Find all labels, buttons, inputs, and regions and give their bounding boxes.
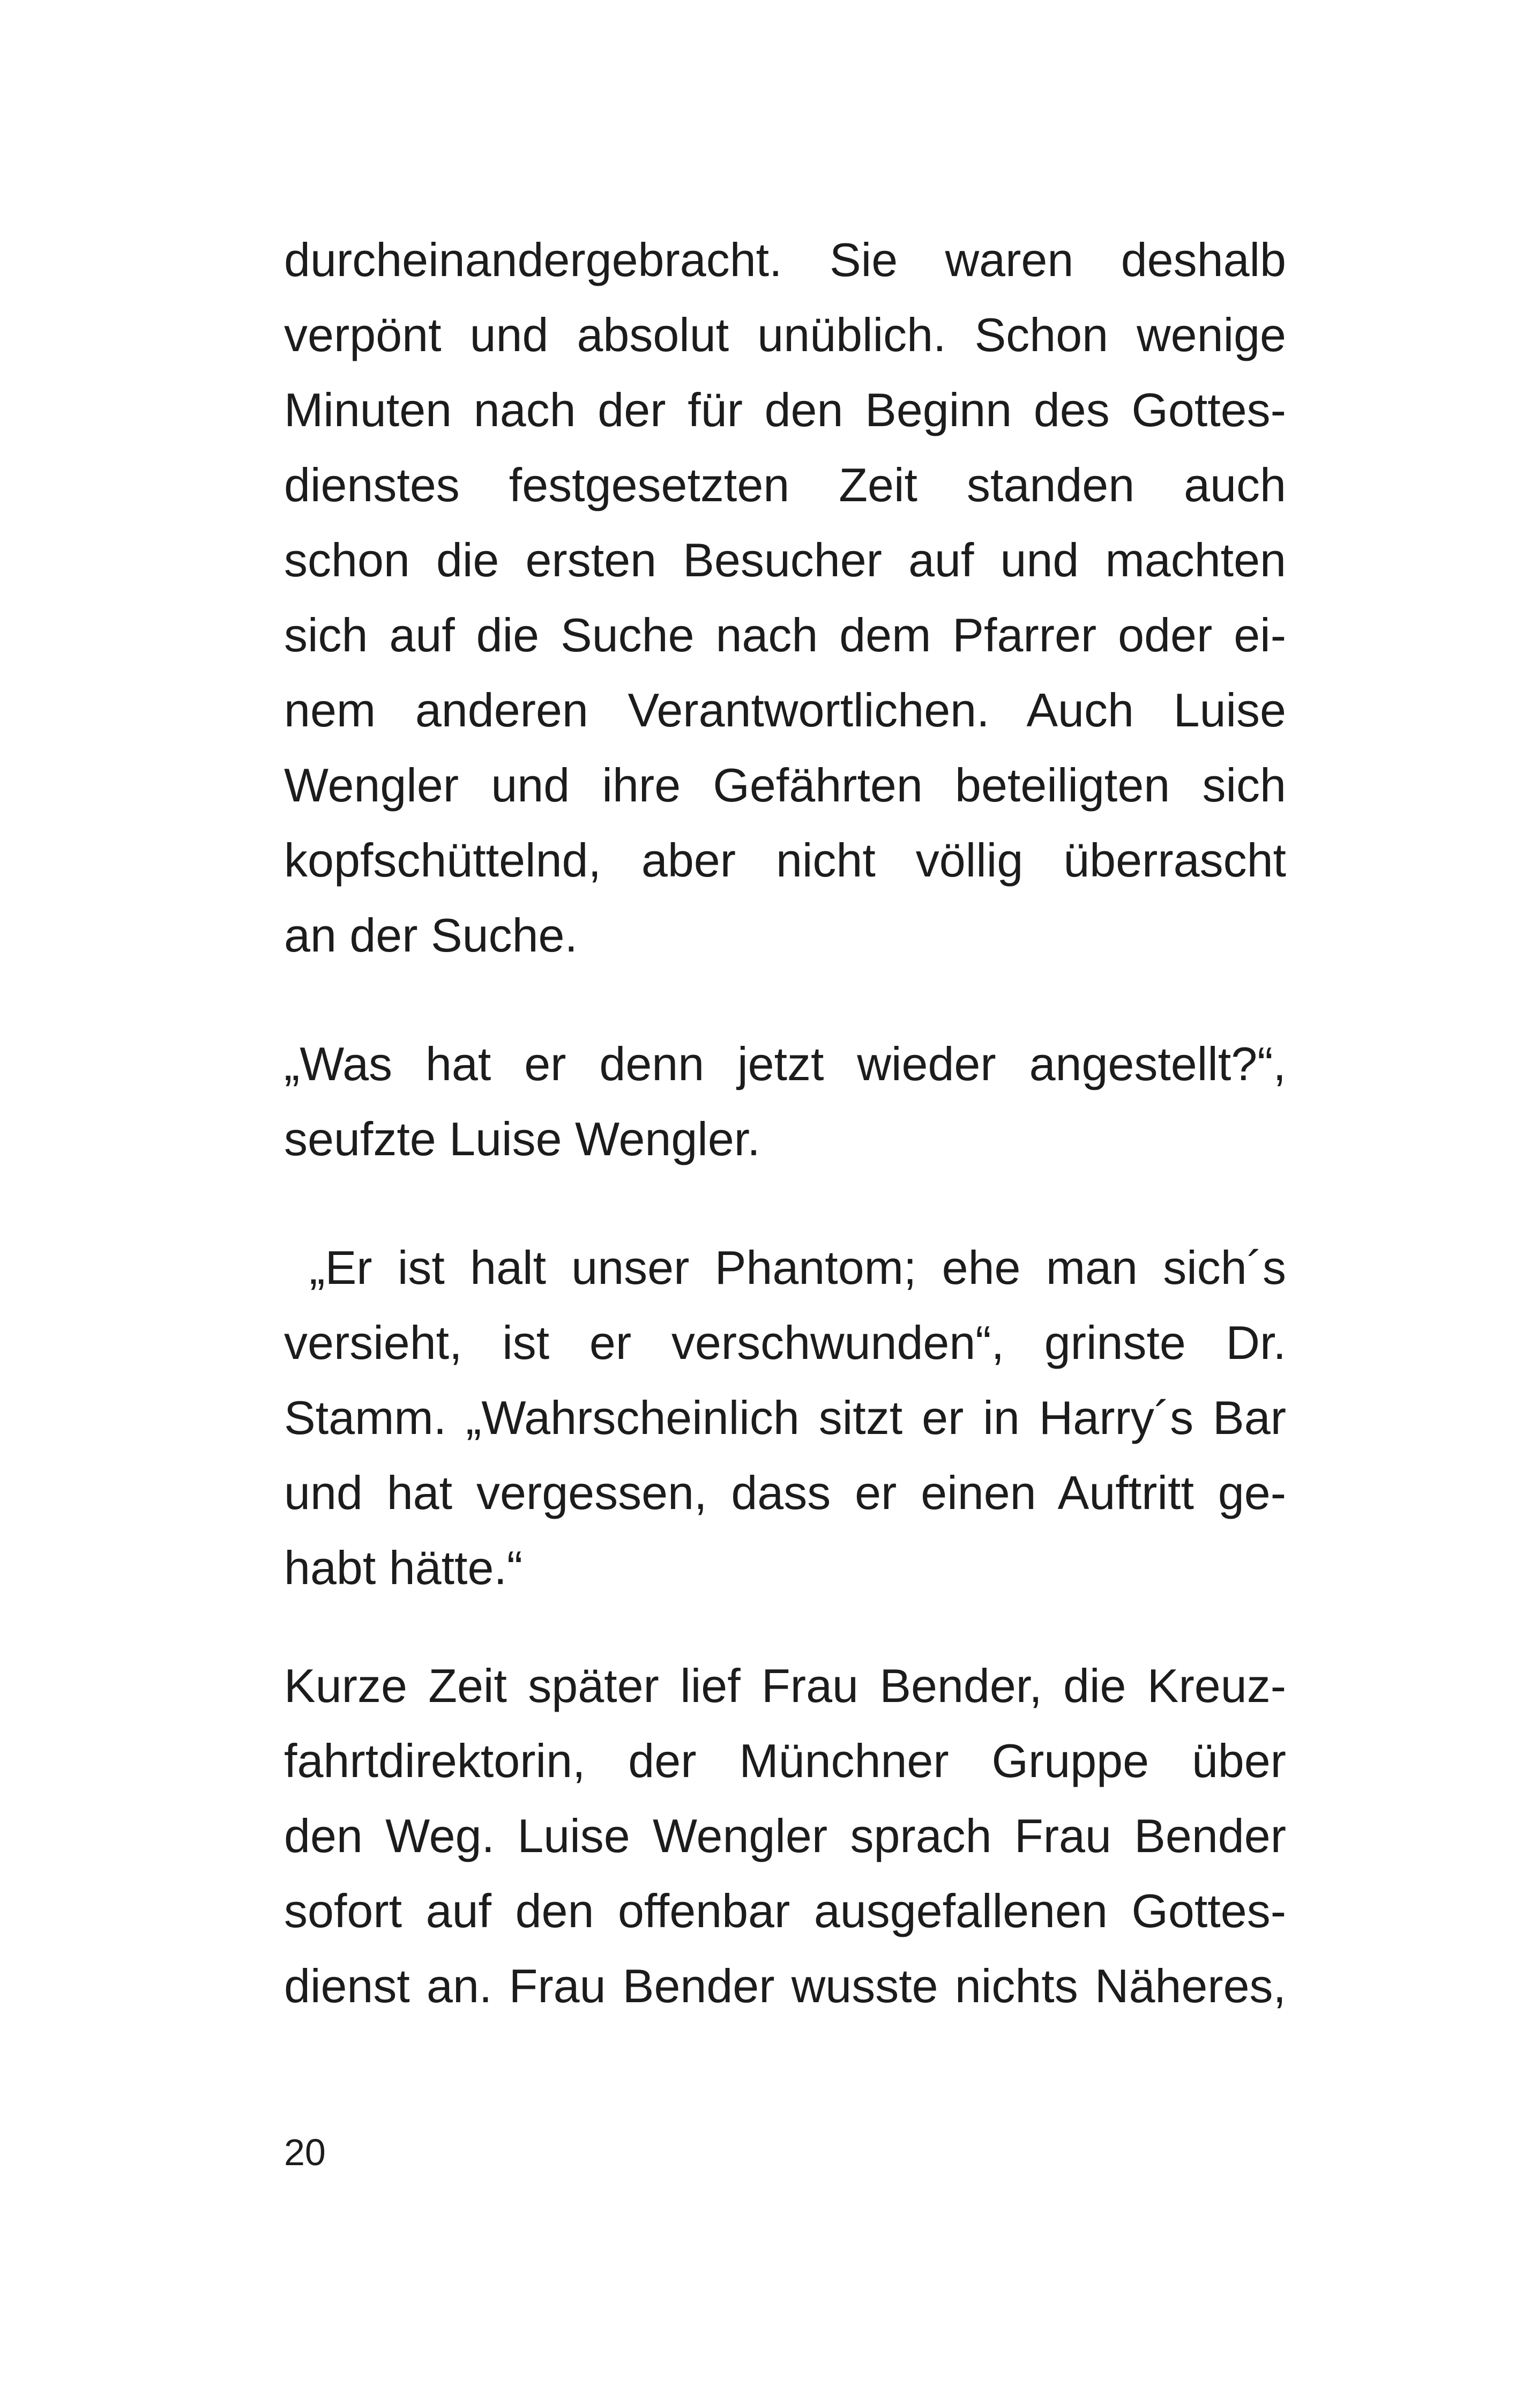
text-line: sofort auf den offenbar ausgefallenen Gottes- (284, 1884, 1286, 1937)
page-number: 20 (284, 2131, 326, 2173)
paragraph-4 (284, 1648, 1286, 2024)
text-line: Kurze Zeit später lief Frau Bender, die Kreuz- (284, 1659, 1286, 1712)
text-line: durcheinandergebracht. Sie waren deshalb (284, 233, 1286, 286)
text-line: dienst an. Frau Bender wusste nichts Näheres, (284, 1959, 1286, 2012)
text-line: sich auf die Suche nach dem Pfarrer oder ei- (284, 608, 1286, 662)
text-line: an der Suche. (284, 909, 578, 962)
text-line: verpönt und absolut unüblich. Schon wenige (284, 308, 1286, 361)
text-line: seufzte Luise Wengler. (284, 1112, 760, 1165)
text-line: Minuten nach der für den Beginn des Gottes- (284, 383, 1286, 436)
text-line: den Weg. Luise Wengler sprach Frau Bender (284, 1809, 1286, 1862)
text-line: „Was hat er denn jetzt wieder angestellt?“, (284, 1037, 1286, 1090)
text-line: schon die ersten Besucher auf und machten (284, 533, 1286, 586)
paragraph-2 (284, 1027, 1286, 1177)
text-line: versieht, ist er verschwunden“, grinste Dr. (284, 1316, 1286, 1369)
text-line: fahrtdirektorin, der Münchner Gruppe über (284, 1734, 1286, 1787)
text-line: und hat vergessen, dass er einen Auftritt ge- (284, 1466, 1286, 1519)
text-line: Wengler und ihre Gefährten beteiligten sich (284, 759, 1286, 812)
text-line: Stamm. „Wahrscheinlich sitzt er in Harry´s Bar (284, 1391, 1286, 1444)
paragraph-1 (284, 222, 1286, 973)
text-line: kopfschüttelnd, aber nicht völlig überrascht (284, 834, 1286, 887)
text-line: habt hätte.“ (284, 1541, 523, 1594)
text-line: dienstes festgesetzten Zeit standen auch (284, 458, 1286, 511)
paragraph-3 (284, 1230, 1286, 1606)
text-line: „Er ist halt unser Phantom; ehe man sich´s (284, 1241, 1286, 1294)
text-line: nem anderen Verantwortlichen. Auch Luise (284, 683, 1286, 737)
